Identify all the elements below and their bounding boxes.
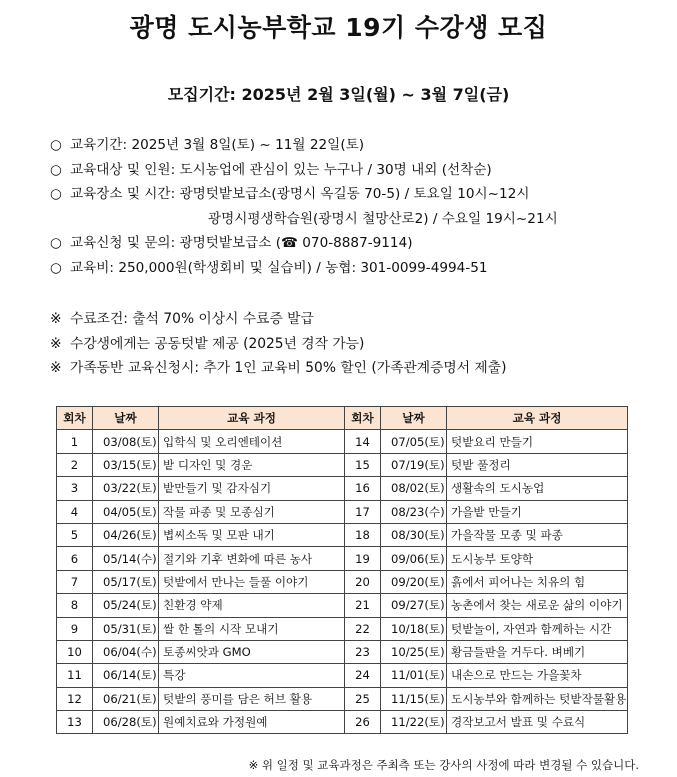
session-date: 05/31(토) (93, 617, 159, 640)
course-title: 내손으로 만드는 가을꽃차 (447, 664, 628, 687)
session-date: 08/23(수) (381, 500, 447, 523)
course-title: 밭만들기 및 감자심기 (159, 477, 345, 500)
circle-bullet-icon: ○ (50, 259, 62, 276)
info-text: 도시농업에 관심이 있는 누구나 / 30명 내외 (선착순) (179, 161, 492, 178)
table-row (57, 664, 628, 687)
reference-mark-icon: ※ (50, 335, 62, 352)
session-number: 7 (57, 570, 93, 593)
session-date: 06/04(수) (93, 640, 159, 663)
info-item-location-continued: 광명시평생학습원(광명시 철망산로2) / 수요일 19시~21시 (208, 210, 558, 227)
session-number: 1 (57, 430, 93, 453)
info-item-contact (50, 231, 667, 256)
session-number: 21 (345, 594, 381, 617)
schedule-table (56, 406, 628, 734)
session-number: 6 (57, 547, 93, 570)
session-number: 4 (57, 500, 93, 523)
table-row (57, 477, 628, 500)
course-title: 텃밭의 풍미를 담은 허브 활용 (159, 687, 345, 710)
footnote: ※ 위 일정 및 교육과정은 주최측 또는 강사의 사정에 따라 변경될 수 있습니다. (248, 758, 639, 772)
info-label: 교육장소 및 시간: (70, 186, 176, 203)
session-date: 04/05(토) (93, 500, 159, 523)
session-date: 06/28(토) (93, 711, 159, 734)
circle-bullet-icon: ○ (50, 186, 62, 203)
session-date: 08/02(토) (381, 477, 447, 500)
reference-mark-icon: ※ (50, 311, 62, 327)
table-row (57, 711, 628, 734)
course-title: 쌀 한 톨의 시작 모내기 (159, 617, 345, 640)
session-number: 23 (345, 640, 381, 663)
session-date: 10/25(토) (381, 640, 447, 663)
info-item-fee (50, 256, 667, 281)
course-title: 친환경 약제 (159, 594, 345, 617)
session-date: 09/06(토) (381, 547, 447, 570)
course-title: 토종씨앗과 GMO (159, 640, 345, 663)
session-number: 22 (345, 617, 381, 640)
session-date: 05/14(수) (93, 547, 159, 570)
circle-bullet-icon: ○ (50, 235, 62, 252)
session-date: 10/18(토) (381, 617, 447, 640)
session-date: 03/15(토) (93, 453, 159, 476)
notes-list (50, 307, 667, 381)
course-title: 밭 디자인 및 경운 (159, 453, 345, 476)
info-item-location (50, 182, 667, 207)
session-date: 08/30(토) (381, 523, 447, 546)
session-number: 2 (57, 453, 93, 476)
info-text: 2025년 3월 8일(토) ~ 11월 22일(토) (131, 137, 365, 153)
session-date: 06/21(토) (93, 687, 159, 710)
info-label: 교육대상 및 인원: (70, 161, 176, 178)
session-number: 19 (345, 547, 381, 570)
session-date: 11/22(토) (381, 711, 447, 734)
session-number: 18 (345, 523, 381, 546)
note-text: 수강생에게는 공동텃밭 제공 (2025년 경작 가능) (70, 335, 365, 352)
session-number: 13 (57, 711, 93, 734)
course-title: 텃밭요리 만들기 (447, 430, 628, 453)
session-number: 12 (57, 687, 93, 710)
session-date: 07/19(토) (381, 453, 447, 476)
info-text: 250,000원(학생회비 및 실습비) / 농협: 301-0099-4994-51 (118, 259, 488, 276)
table-row (57, 640, 628, 663)
column-header-course: 교육 과정 (159, 407, 345, 430)
schedule-body (57, 430, 628, 734)
table-row (57, 570, 628, 593)
session-date: 04/26(토) (93, 523, 159, 546)
session-number: 24 (345, 664, 381, 687)
session-date: 05/24(토) (93, 594, 159, 617)
course-title: 절기와 기후 변화에 따른 농사 (159, 547, 345, 570)
column-header-date: 날짜 (381, 407, 447, 430)
info-label: 교육기간: (70, 137, 128, 153)
session-date: 05/17(토) (93, 570, 159, 593)
info-label: 교육신청 및 문의: (70, 235, 176, 252)
session-date: 07/05(토) (381, 430, 447, 453)
session-number: 10 (57, 640, 93, 663)
session-number: 17 (345, 500, 381, 523)
session-number: 5 (57, 523, 93, 546)
recruitment-period: 모집기간: 2025년 2월 3일(월) ~ 3월 7일(금) (167, 85, 510, 104)
session-number: 25 (345, 687, 381, 710)
info-label: 교육비: (70, 259, 114, 276)
info-item-period (50, 133, 667, 158)
session-date: 11/15(토) (381, 687, 447, 710)
table-row (57, 523, 628, 546)
session-date: 09/20(토) (381, 570, 447, 593)
course-title: 입학식 및 오리엔테이션 (159, 430, 345, 453)
course-title: 텃밭에서 만나는 들풀 이야기 (159, 570, 345, 593)
note-item (50, 307, 667, 332)
session-number: 15 (345, 453, 381, 476)
session-date: 11/01(토) (381, 664, 447, 687)
info-text: 광명텃밭보급소 (☎ 070-8887-9114) (179, 235, 413, 252)
column-header-session: 회차 (345, 407, 381, 430)
circle-bullet-icon: ○ (50, 137, 62, 153)
table-row (57, 430, 628, 453)
note-item (50, 332, 667, 357)
session-number: 3 (57, 477, 93, 500)
course-title: 가을밭 만들기 (447, 500, 628, 523)
session-number: 26 (345, 711, 381, 734)
session-number: 8 (57, 594, 93, 617)
course-title: 원예치료와 가정원예 (159, 711, 345, 734)
column-header-session: 회차 (57, 407, 93, 430)
course-title: 특강 (159, 664, 345, 687)
course-title: 볍씨소독 및 모판 내기 (159, 523, 345, 546)
table-row (57, 594, 628, 617)
course-title: 도시농부 토양학 (447, 547, 628, 570)
course-title: 가을작물 모종 및 파종 (447, 523, 628, 546)
session-date: 03/08(토) (93, 430, 159, 453)
table-row (57, 547, 628, 570)
note-text: 가족동반 교육신청시: 추가 1인 교육비 50% 할인 (가족관계증명서 제출) (70, 360, 507, 377)
page-title: 광명 도시농부학교 19기 수강생 모집 (129, 13, 548, 42)
course-title: 농촌에서 찾는 새로운 삶의 이야기 (447, 594, 628, 617)
session-number: 9 (57, 617, 93, 640)
session-date: 06/14(토) (93, 664, 159, 687)
course-title: 황금들판을 거두다. 벼베기 (447, 640, 628, 663)
info-item-target (50, 158, 667, 183)
session-number: 16 (345, 477, 381, 500)
course-title: 작물 파종 및 모종심기 (159, 500, 345, 523)
column-header-course: 교육 과정 (447, 407, 628, 430)
course-title: 경작보고서 발표 및 수료식 (447, 711, 628, 734)
session-number: 14 (345, 430, 381, 453)
course-title: 텃밭놀이, 자연과 함께하는 시간 (447, 617, 628, 640)
table-row (57, 617, 628, 640)
note-item (50, 356, 667, 381)
course-title: 도시농부와 함께하는 텃밭작물활용 (447, 687, 628, 710)
info-list (50, 133, 667, 281)
session-number: 20 (345, 570, 381, 593)
note-text: 수료조건: 출석 70% 이상시 수료증 발급 (70, 311, 314, 327)
column-header-date: 날짜 (93, 407, 159, 430)
table-row (57, 687, 628, 710)
session-number: 11 (57, 664, 93, 687)
info-text: 광명텃밭보급소(광명시 옥길동 70-5) / 토요일 10시~12시 (179, 186, 530, 203)
table-header-row (57, 407, 628, 430)
table-row (57, 453, 628, 476)
table-row (57, 500, 628, 523)
course-title: 생활속의 도시농업 (447, 477, 628, 500)
session-date: 03/22(토) (93, 477, 159, 500)
course-title: 텃밭 풀정리 (447, 453, 628, 476)
session-date: 09/27(토) (381, 594, 447, 617)
reference-mark-icon: ※ (50, 360, 62, 377)
circle-bullet-icon: ○ (50, 161, 62, 178)
course-title: 흙에서 피어나는 치유의 힘 (447, 570, 628, 593)
